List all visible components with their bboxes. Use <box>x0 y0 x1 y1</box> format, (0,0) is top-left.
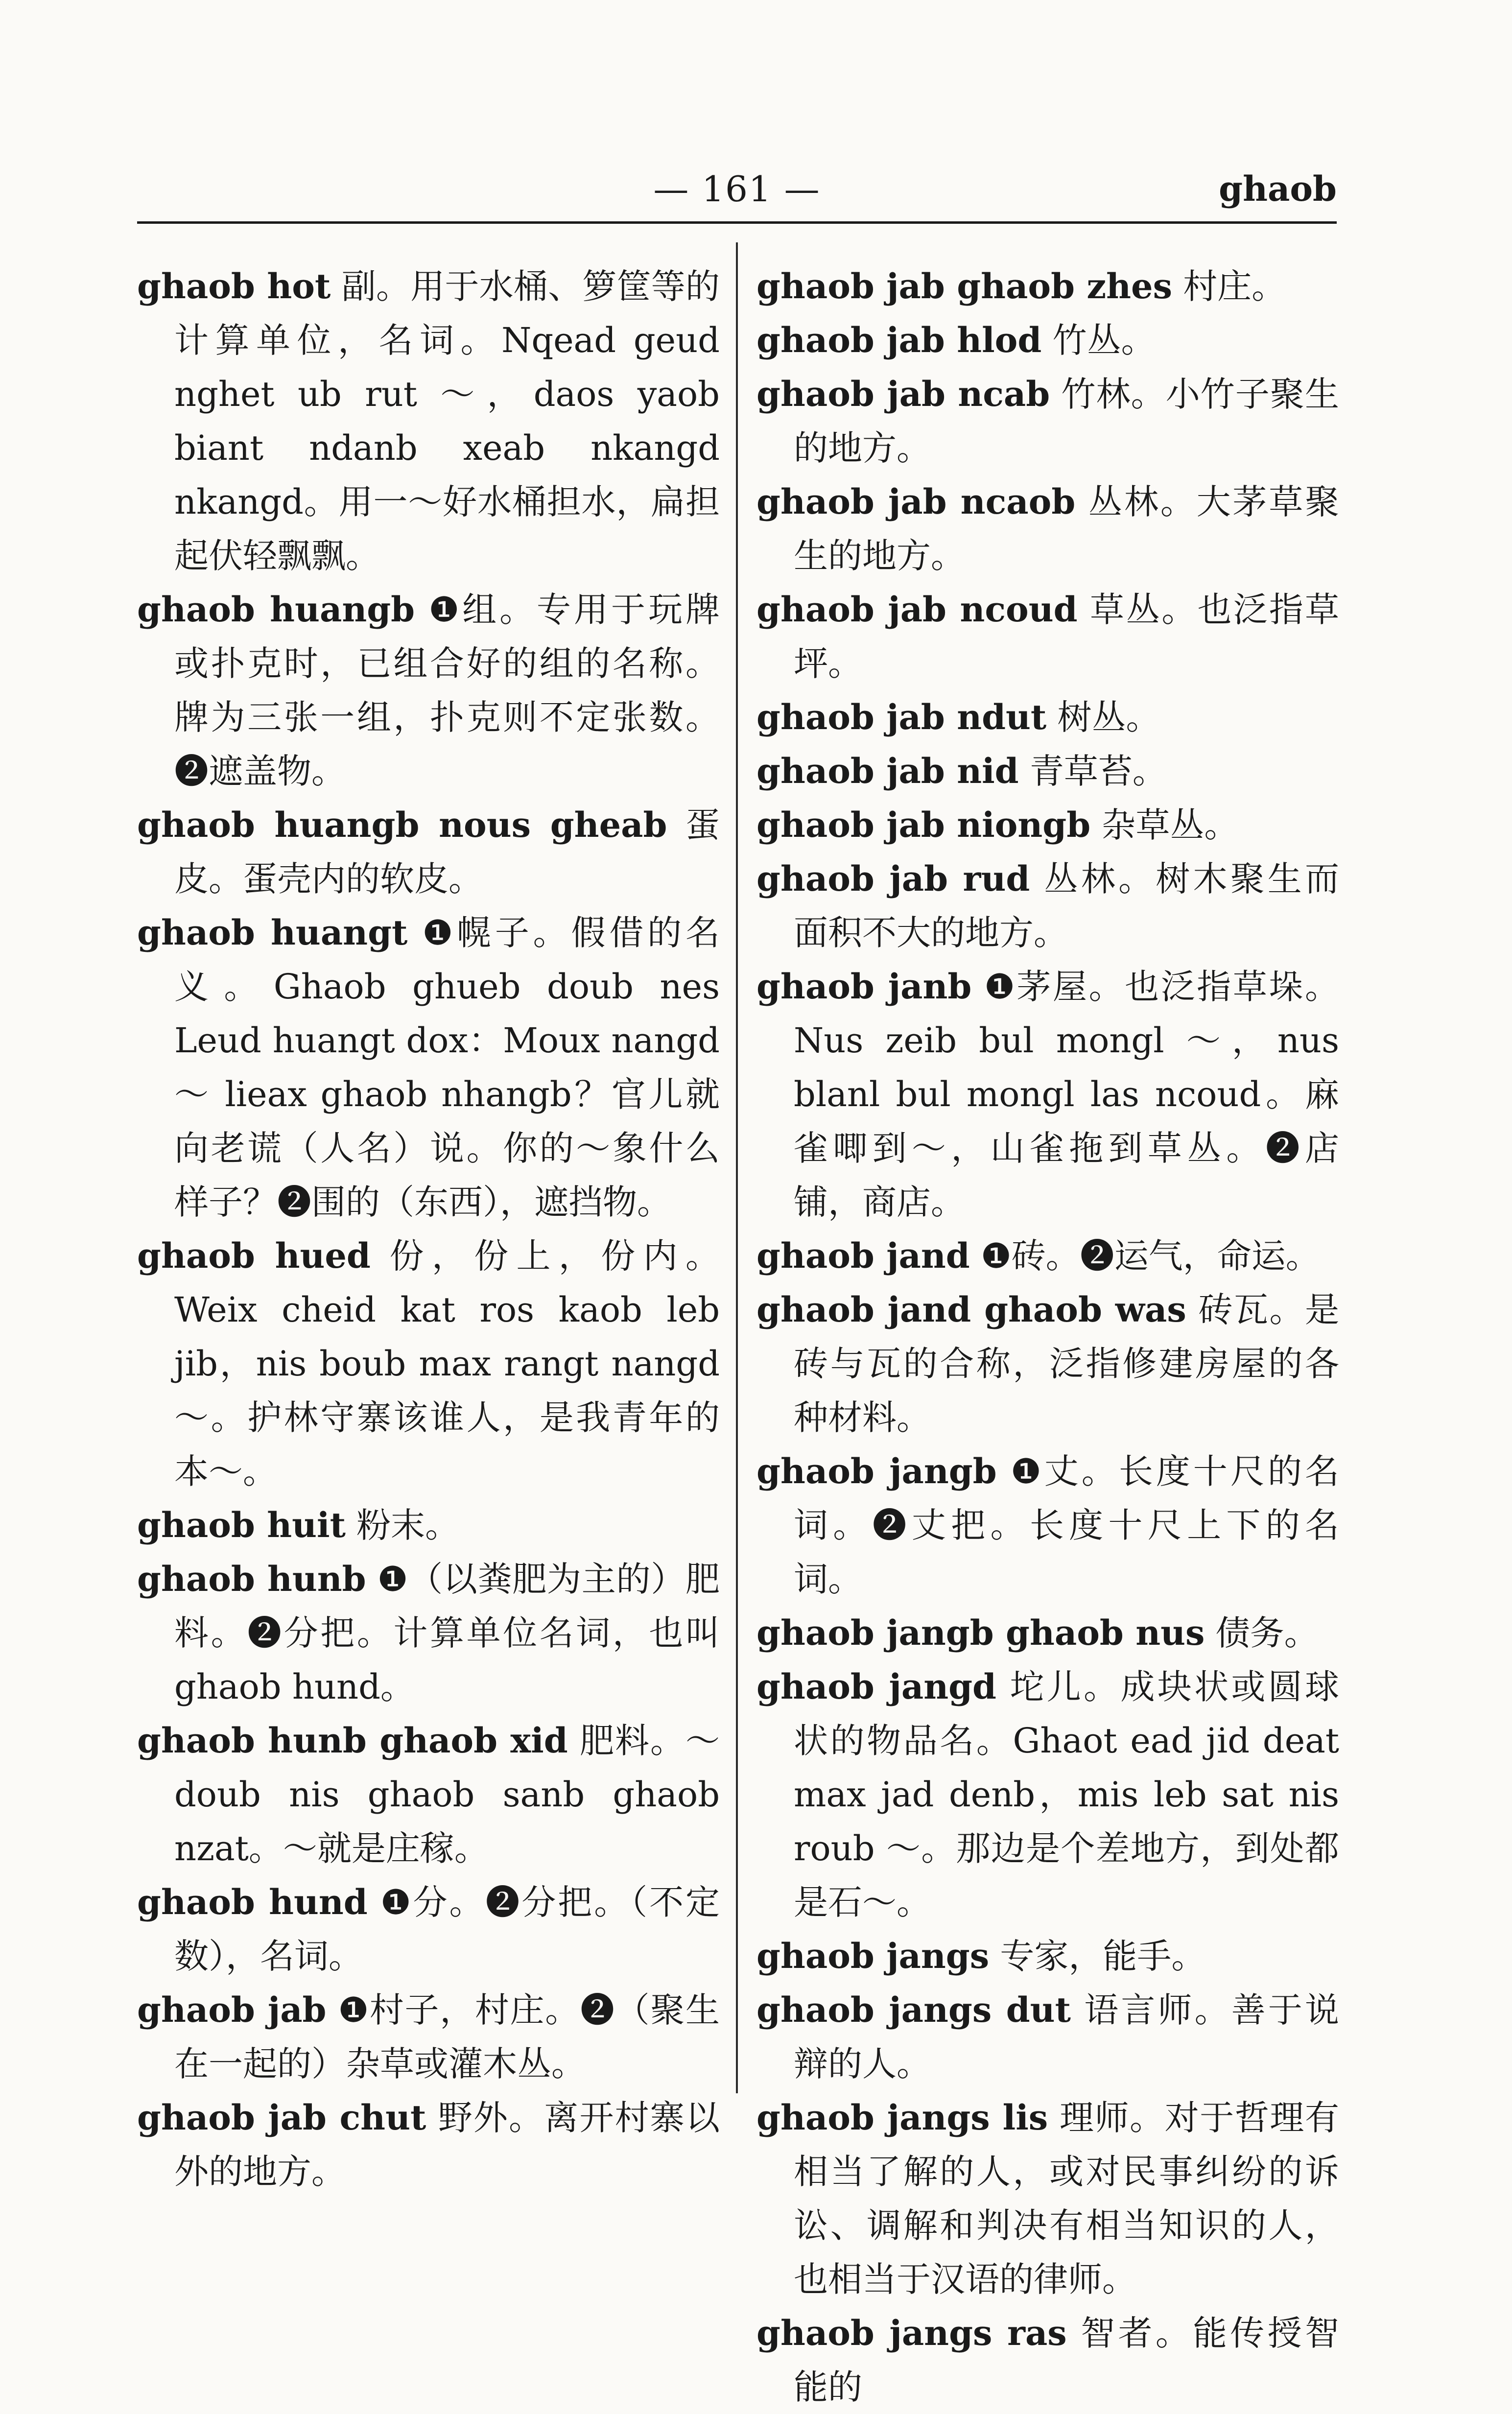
dictionary-entry <box>137 1983 720 2091</box>
definition: 树丛。 <box>1046 697 1160 737</box>
definition: 肥料。～doub nis ghaob sanb ghaob nzat。～就是庄稼。 <box>174 1721 720 1869</box>
page-header <box>137 157 1337 225</box>
running-head: ghaob <box>1219 168 1337 209</box>
dictionary-entry <box>137 906 720 1229</box>
definition: 智者。能传授智能的 <box>794 2313 1339 2407</box>
headword: ghaob jab <box>137 1989 327 2030</box>
dictionary-entry <box>756 1929 1339 1983</box>
dictionary-entry <box>756 852 1339 960</box>
column-divider <box>736 242 738 2093</box>
headword: ghaob jab ndut <box>756 697 1047 737</box>
definition: ❶幌子。假借的名义。Ghaob ghueb doub nes Leud huangt dox：Moux nangd ～ lieax ghaob nhangb？官儿就向老谎（人名）说。你的～象什么样子？❷围的（东西），遮挡物。 <box>174 913 720 1222</box>
definition: 竹丛。 <box>1041 320 1156 360</box>
headword: ghaob jand <box>756 1235 970 1276</box>
dictionary-entry <box>756 1606 1339 1660</box>
headword: ghaob janb <box>756 966 972 1007</box>
dictionary-entry <box>756 744 1339 798</box>
definition: 副。用于水桶、箩筐等的计算单位，名词。Nqead geud nghet ub rut ～，daos yaob biant ndanb xeab nkangd nkangd。用一～好水桶担水，扁担起伏轻飘飘。 <box>174 266 720 576</box>
definition: 竹林。小竹子聚生的地方。 <box>794 374 1339 468</box>
definition: 野外。离开村寨以外的地方。 <box>174 2098 720 2192</box>
headword: ghaob jangs <box>756 1936 990 1976</box>
dictionary-entry <box>756 313 1339 367</box>
headword: ghaob hund <box>137 1882 368 1922</box>
headword: ghaob huit <box>137 1505 346 1545</box>
dictionary-entry <box>756 1283 1339 1444</box>
dictionary-entry <box>137 583 720 798</box>
headword: ghaob jab hlod <box>756 320 1042 360</box>
definition: 草丛。也泛指草坪。 <box>794 590 1339 684</box>
definition: 砖瓦。是砖与瓦的合称，泛指修建房屋的各种材料。 <box>794 1290 1339 1438</box>
definition: 语言师。善于说辩的人。 <box>794 1990 1339 2084</box>
definition: 丛林。树木聚生而面积不大的地方。 <box>794 859 1339 953</box>
dictionary-entry <box>756 2091 1339 2306</box>
definition: 粉末。 <box>345 1505 460 1545</box>
definition: ❶村子，村庄。❷（聚生在一起的）杂草或灌木丛。 <box>174 1990 720 2084</box>
definition: ❶茅屋。也泛指草垛。Nus zeib bul mongl ～，nus blanl bul mongl las ncoud。麻雀唧到～，山雀拖到草丛。❷店铺，商店。 <box>794 967 1339 1222</box>
headword: ghaob huangb <box>137 589 415 630</box>
definition: 份，份上，份内。Weix cheid kat ros kaob leb jib，nis boub max rangt nangd ～。护林守寨该谁人，是我青年的本～。 <box>174 1236 720 1491</box>
headword: ghaob jab nid <box>756 751 1019 791</box>
headword: ghaob hunb <box>137 1559 366 1599</box>
page-number: — 161 — <box>653 168 821 210</box>
headword: ghaob jab ghaob zhes <box>756 266 1172 307</box>
definition: 青草苔。 <box>1018 751 1167 791</box>
headword: ghaob hued <box>137 1235 371 1276</box>
dictionary-entry <box>137 2091 720 2199</box>
dictionary-entry <box>756 583 1339 690</box>
dictionary-entry <box>137 1229 720 1498</box>
definition: 丛林。大茅草聚生的地方。 <box>794 482 1339 576</box>
headword: ghaob jangb <box>756 1451 997 1491</box>
definition: 蛋皮。蛋壳内的软皮。 <box>174 805 720 899</box>
definition: 坨儿。成块状或圆球状的物品名。Ghaot ead jid deat max jad denb，mis leb sat nis roub ～。那边是个差地方，到处都是石～。 <box>794 1667 1339 1922</box>
dictionary-entry <box>756 475 1339 583</box>
headword: ghaob jab ncoud <box>756 589 1078 630</box>
definition: ❶（以粪肥为主的）肥料。❷分把。计算单位名词，也叫 ghaob hund。 <box>174 1559 720 1707</box>
headword: ghaob jab ncab <box>756 374 1050 414</box>
headword: ghaob hunb ghaob xid <box>137 1720 568 1761</box>
dictionary-entry <box>756 1444 1339 1606</box>
definition: 债务。 <box>1205 1613 1319 1653</box>
headword: ghaob huangb nous gheab <box>137 805 667 845</box>
headword: ghaob jab niongb <box>756 805 1091 845</box>
headword: ghaob jangd <box>756 1666 996 1707</box>
dictionary-entry <box>756 690 1339 744</box>
dictionary-entry <box>137 1552 720 1714</box>
definition: 杂草丛。 <box>1090 805 1239 845</box>
headword: ghaob jangb ghaob nus <box>756 1612 1205 1653</box>
dictionary-entry <box>756 1229 1339 1283</box>
dictionary-entry <box>756 960 1339 1229</box>
dictionary-entry <box>137 1498 720 1552</box>
headword: ghaob jab rud <box>756 858 1030 899</box>
dictionary-entry <box>756 1983 1339 2091</box>
dictionary-entry <box>756 2306 1339 2414</box>
left-column <box>137 260 720 2199</box>
definition: ❶分。❷分把。（不定数），名词。 <box>174 1882 720 1976</box>
headword: ghaob jab chut <box>137 2097 426 2138</box>
definition: ❶组。专用于玩牌或扑克时，已组合好的组的名称。牌为三张一组，扑克则不定张数。❷遮盖物。 <box>174 590 720 791</box>
header-rule <box>137 221 1337 224</box>
headword: ghaob jand ghaob was <box>756 1289 1186 1330</box>
headword: ghaob jangs dut <box>756 1989 1071 2030</box>
definition: 村庄。 <box>1172 266 1286 307</box>
dictionary-entry <box>756 367 1339 475</box>
dictionary-entry <box>756 798 1339 852</box>
headword: ghaob jangs lis <box>756 2097 1048 2138</box>
dictionary-entry <box>756 1660 1339 1929</box>
dictionary-entry <box>137 260 720 583</box>
definition: 专家，能手。 <box>989 1936 1206 1976</box>
headword: ghaob jangs ras <box>756 2313 1067 2353</box>
definition: ❶砖。❷运气，命运。 <box>969 1236 1320 1276</box>
headword: ghaob hot <box>137 266 331 307</box>
headword: ghaob huangt <box>137 912 408 953</box>
headword: ghaob jab ncaob <box>756 481 1076 522</box>
definition: 理师。对于哲理有相当了解的人，或对民事纠纷的诉讼、调解和判决有相当知识的人，也相当于汉语的律师。 <box>794 2098 1339 2299</box>
right-column <box>756 260 1339 2414</box>
dictionary-entry <box>137 1714 720 1875</box>
dictionary-entry <box>137 798 720 906</box>
dictionary-entry <box>756 260 1339 313</box>
definition: ❶丈。长度十尺的名词。❷丈把。长度十尺上下的名词。 <box>794 1451 1339 1599</box>
dictionary-entry <box>137 1875 720 1983</box>
